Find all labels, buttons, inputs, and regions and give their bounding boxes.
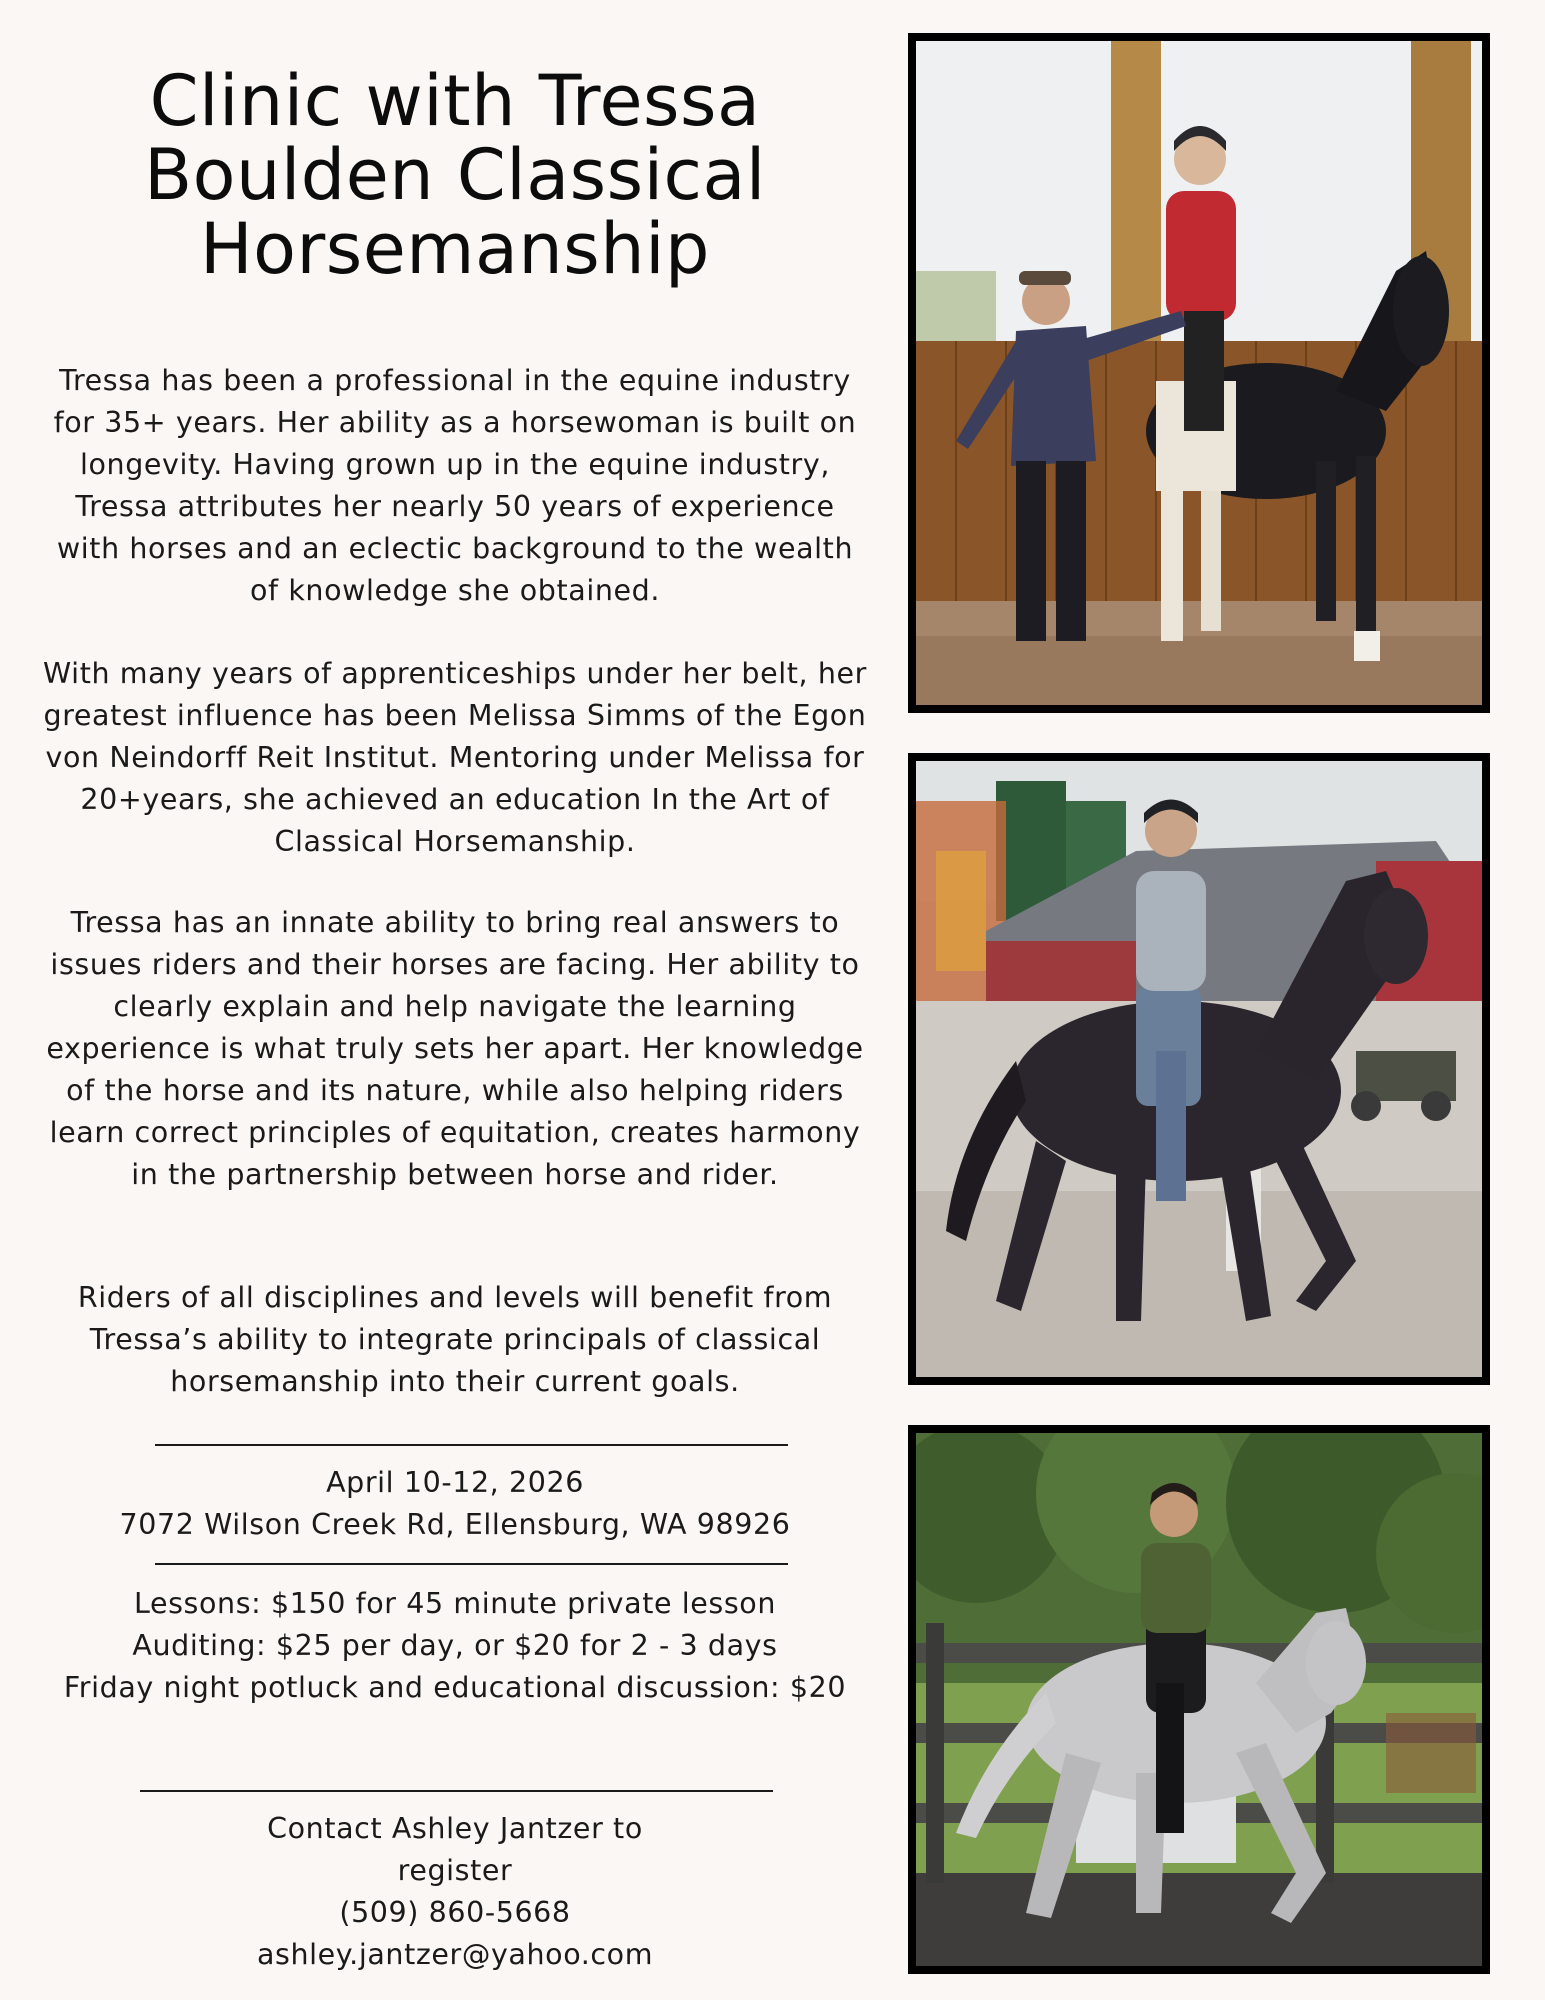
contact-email: ashley.jantzer@yahoo.com xyxy=(256,1938,654,1971)
grey-horse-image xyxy=(916,1433,1482,1966)
divider-line xyxy=(155,1563,788,1565)
bio-paragraph-1: Tressa has been a professional in the equine industry for 35+ years. Her ability as a horsewoman is built on longevity. Having grown up in the equine industry, Tressa attributes her nearly 50 years of experience with horses and an eclectic background to the wealth of knowledge she obtained. xyxy=(53,364,857,607)
auditing-price: Auditing: $25 per day, or $20 for 2 - 3 days xyxy=(132,1629,778,1662)
photo-indoor-lesson xyxy=(908,33,1490,713)
divider-line xyxy=(140,1790,773,1792)
bio-paragraph-4: Riders of all disciplines and levels will benefit from Tressa’s ability to integrate principals of classical horsemanship into their current goals. xyxy=(77,1281,833,1398)
dark-horse-image xyxy=(916,761,1482,1377)
flyer-title: Clinic with Tressa Boulden Classical Horsemanship xyxy=(144,60,766,290)
event-date: April 10-12, 2026 xyxy=(326,1466,584,1499)
event-address: 7072 Wilson Creek Rd, Ellensburg, WA 98926 xyxy=(119,1508,791,1541)
bio-paragraph-3: Tressa has an innate ability to bring real answers to issues riders and their horses are facing. Her ability to clearly explain and help navigate the learning experience is what truly sets her apart. Her knowledge of the horse and its nature, while also helping riders learn correct principles of equitation, creates harmony in the partnership between horse and rider. xyxy=(46,906,864,1191)
indoor-lesson-image xyxy=(916,41,1482,705)
photo-outdoor-grey-horse xyxy=(908,1425,1490,1974)
photo-outdoor-dark-horse xyxy=(908,753,1490,1385)
bio-paragraph-2: With many years of apprenticeships under her belt, her greatest influence has been Melissa Simms of the Egon von Neindorff Reit Institut. Mentoring under Melissa for 20+years, she achieved an education In the Art of Classical Horsemanship. xyxy=(43,657,867,858)
potluck-price: Friday night potluck and educational discussion: $20 xyxy=(63,1671,847,1704)
contact-phone: (509) 860-5668 xyxy=(339,1896,571,1929)
divider-line xyxy=(155,1444,788,1446)
lesson-price: Lessons: $150 for 45 minute private lesson xyxy=(133,1587,777,1620)
contact-line: Contact Ashley Jantzer to xyxy=(267,1812,643,1845)
contact-register: register xyxy=(397,1854,513,1887)
